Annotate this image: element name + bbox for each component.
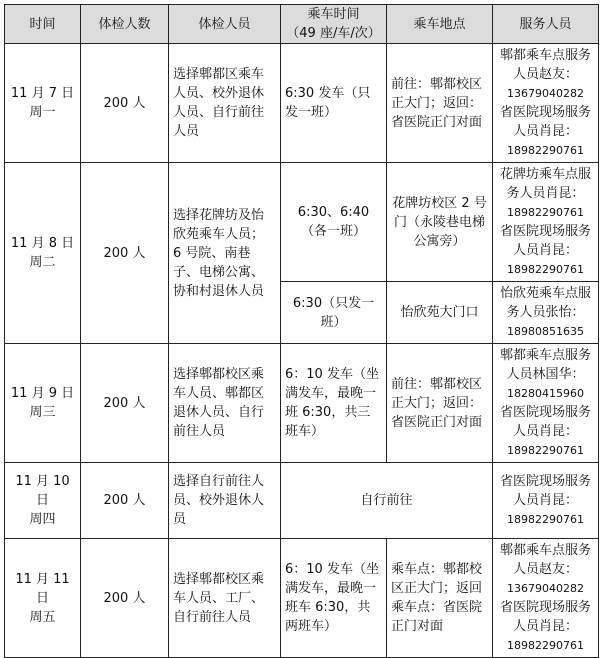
staff-text: 郫都乘车点服务人员赵友： [499, 543, 591, 577]
staff-cell [493, 463, 599, 539]
weekday: 周五 [29, 609, 56, 625]
header-depart-sub: （49 座/车/次） [286, 26, 381, 41]
depart-cell: 6：10 发车（坐满发车，最晚一班车 6:30，共两班车） [281, 539, 387, 658]
people-cell: 选择郫都校区乘车人员、郫都区退休人员、自行前往人员 [169, 344, 281, 463]
staff-text: 省医院现场服务人员肖昆： [499, 474, 591, 508]
date: 11 月 10 日 [15, 474, 70, 508]
people-cell: 选择郫都校区乘车人员、工厂、自行前往人员 [169, 539, 281, 658]
phone-number: 18980851635 [507, 325, 584, 338]
count-cell: 200 人 [81, 163, 169, 344]
count-cell: 200 人 [81, 463, 169, 539]
staff-cell [493, 163, 599, 282]
staff-text: 郫都乘车点服务人员赵友： [499, 48, 591, 82]
people-cell: 选择郫都区乘车人员、校外退休人员、自行前往人员 [169, 44, 281, 163]
weekday: 周二 [29, 255, 56, 270]
staff-text: 省医院现场服务人员肖昆： [499, 405, 591, 439]
staff-text: 花牌坊乘车点服务人员肖昆： [499, 167, 591, 201]
table-row [5, 344, 599, 463]
header-place: 乘车地点 [387, 5, 493, 44]
table-row [5, 163, 599, 282]
depart-cell: 6:30 发车（只发一班） [281, 44, 387, 163]
staff-text: 怡欣苑乘车点服务人员张怡： [499, 286, 591, 320]
phone-number: 13679040282 [507, 87, 584, 100]
date: 11 月 8 日 [10, 236, 75, 251]
count-cell: 200 人 [81, 344, 169, 463]
phone-number: 18982290761 [507, 263, 584, 276]
staff-text: 省医院现场服务人员肖昆： [499, 105, 591, 139]
staff-text: 省医院现场服务人员肖昆： [499, 224, 591, 258]
people-line: 选择花牌坊及怡欣苑乘车人员； [173, 207, 265, 242]
header-depart [281, 5, 387, 44]
header-time: 时间 [5, 5, 81, 44]
date: 11 月 9 日 [10, 386, 75, 401]
depart-place-cell: 自行前往 [281, 463, 493, 539]
date-cell [5, 44, 81, 163]
weekday: 周一 [29, 105, 56, 120]
date-cell [5, 463, 81, 539]
date: 11 月 7 日 [10, 86, 75, 101]
depart-cell: 6:30（只发一班） [281, 282, 387, 344]
place-cell: 前往：郫都校区正大门；返回：省医院正门对面 [387, 344, 493, 463]
people-cell [169, 163, 281, 344]
weekday: 周三 [29, 405, 56, 420]
staff-cell [493, 539, 599, 658]
people-line: 6 号院、南巷子、电梯公寓、协和村退休人员 [173, 245, 265, 299]
place-cell: 怡欣苑大门口 [387, 282, 493, 344]
weekday: 周四 [29, 512, 56, 527]
count-cell: 200 人 [81, 44, 169, 163]
place-cell: 前往：郫都校区正大门；返回：省医院正门对面 [387, 44, 493, 163]
phone-number: 18280415960 [507, 387, 584, 400]
header-depart-label: 乘车时间 [307, 7, 360, 22]
place-cell: 花牌坊校区 2 号门（永陵巷电梯公寓旁） [387, 163, 493, 282]
staff-text: 省医院现场服务人员肖昆： [499, 600, 591, 634]
table-row [5, 463, 599, 539]
header-row [5, 5, 599, 44]
staff-cell [493, 344, 599, 463]
phone-number: 18982290761 [507, 639, 584, 652]
phone-number: 18982290761 [507, 444, 584, 457]
place-cell: 乘车点：郫都校区正大门；返回乘车点：省医院正门对面 [387, 539, 493, 658]
header-count: 体检人数 [81, 5, 169, 44]
date-cell [5, 539, 81, 658]
people-cell: 选择自行前往人员、校外退休人员 [169, 463, 281, 539]
staff-text: 郫都乘车点服务人员林国华： [499, 348, 591, 382]
table-row [5, 539, 599, 658]
count-cell: 200 人 [81, 539, 169, 658]
staff-cell [493, 282, 599, 344]
table-row [5, 44, 599, 163]
depart-cell: 6：10 发车（坐满发车，最晚一班 6:30，共三班车） [281, 344, 387, 463]
phone-number: 18982290761 [507, 144, 584, 157]
header-staff: 服务人员 [493, 5, 599, 44]
phone-number: 18982290761 [507, 513, 584, 526]
date-cell [5, 344, 81, 463]
depart-cell: 6:30、6:40（各一班） [281, 163, 387, 282]
header-people: 体检人员 [169, 5, 281, 44]
date: 11 月 11 日 [15, 571, 70, 606]
phone-number: 13679040282 [507, 582, 584, 595]
date-cell [5, 163, 81, 344]
schedule-table [4, 4, 599, 658]
staff-cell [493, 44, 599, 163]
phone-number: 18982290761 [507, 206, 584, 219]
